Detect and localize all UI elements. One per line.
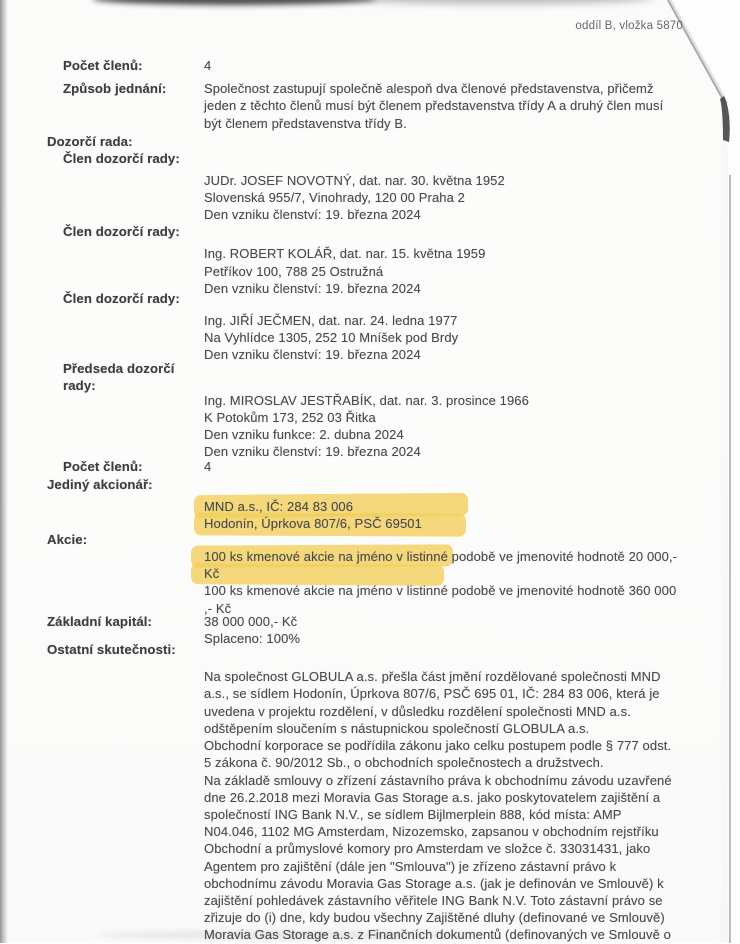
value-line: 4: [204, 58, 212, 73]
field-label: Počet členů:: [63, 58, 143, 73]
section-heading: Dozorčí rada:: [47, 133, 133, 149]
value-line: Moravia Gas Storage a.s. z Finančních dokumentů (definovaných ve Smlouvě o: [204, 927, 671, 943]
value-line: K Potokům 173, 252 03 Řitka: [204, 409, 376, 425]
field-label: Způsob jednání:: [63, 81, 167, 97]
field-value: [204, 223, 686, 297]
field-value: [204, 360, 686, 461]
value-line-highlighted: MND a.s., IČ: 284 83 006: [204, 498, 686, 515]
value-line: 100 ks kmenové akcie na jméno v listinné podobě ve jmenovité hodnotě 360 000: [204, 583, 677, 599]
field-value: [204, 57, 686, 74]
field-value: [204, 641, 686, 943]
value-line: Ing. ROBERT KOLÁŘ, dat. nar. 15. května 1959: [204, 246, 486, 262]
field-label: Akcie:: [47, 532, 88, 548]
field-board-member-1: [0, 150, 728, 224]
value-line: ,- Kč: [204, 600, 232, 616]
field-member-count: [0, 57, 728, 74]
value-line: uvedena v projektu rozdělení, v důsledku rozdělení společnosti MND a.s.: [204, 703, 631, 719]
field-sole-shareholder: [0, 476, 728, 532]
value-line: Obchodní korporace se podřídila zákonu jako celku postupem podle § 777 odst.: [204, 738, 672, 754]
field-label: Počet členů:: [63, 459, 143, 475]
value-line-highlighted: Kč: [204, 565, 686, 582]
value-line: N04.046, 1102 MG Amsterdam, Nizozemsko, zapsanou v obchodním rejstříku: [204, 824, 659, 840]
value-line: Den vzniku členství: 19. března 2024: [204, 347, 421, 363]
field-other-facts: [0, 641, 728, 943]
value-line: Petříkov 100, 788 25 Ostružná: [204, 263, 384, 279]
value-line: Den vzniku členství: 19. března 2024: [204, 444, 421, 460]
document-body: [0, 44, 728, 944]
scan-artifact: [92, 0, 377, 5]
field-board-member-3: [0, 290, 728, 364]
field-signing-method: [0, 80, 728, 132]
field-value: [204, 531, 686, 617]
field-value: [204, 458, 686, 475]
field-value: [204, 150, 686, 224]
field-label: Předseda dozorčí rady:: [63, 360, 175, 393]
field-shares: [0, 531, 728, 617]
field-board-member-2: [0, 223, 728, 297]
value-line: zřizuje do (i) dne, kdy budou všechny Zajištěné dluhy (definované ve Smlouvě): [204, 910, 665, 926]
field-label: Ostatní skutečnosti:: [47, 642, 176, 658]
field-value: [204, 290, 686, 364]
value-line: jeden z těchto členů musí být členem představenstva třídy A a druhý člen musí: [204, 98, 664, 114]
value-line: Agentem pro zajištění (dále jen "Smlouva") je zřízeno zástavní právo k: [204, 858, 617, 874]
value-line: Obchodní a průmyslové komory pro Amsterdam ve složce č. 33031431, jako: [204, 841, 651, 857]
value-line: Společnost zastupují společně alespoň dva členové představenstva, přičemž: [204, 81, 654, 97]
field-label: Člen dozorčí rady:: [63, 291, 180, 307]
value-line: Na základě smlouvy o zřízení zástavního práva k obchodnímu závodu uzavřené: [204, 772, 672, 788]
value-line: 38 000 000,- Kč: [204, 613, 298, 629]
value-line: Ing. MIROSLAV JESTŘABÍK, dat. nar. 3. prosince 1966: [204, 392, 529, 408]
value-line: Den vzniku členství: 19. března 2024: [204, 207, 421, 223]
value-line: Ing. JIŘÍ JEČMEN, dat. nar. 24. ledna 1977: [204, 313, 458, 329]
value-line: být členem představenstva třídy B.: [204, 115, 407, 131]
registry-reference: oddíl B, vložka 5870: [575, 20, 683, 32]
value-line: JUDr. JOSEF NOVOTNÝ, dat. nar. 30. května 1952: [204, 172, 505, 188]
value-line: 4: [204, 459, 212, 475]
field-label: Základní kapitál:: [47, 613, 153, 629]
value-line: odštěpením sloučením s nástupnickou společností GLOBULA a.s.: [204, 720, 590, 736]
value-line: Na společnost GLOBULA a.s. přešla část jmění rozdělované společnosti MND: [204, 669, 661, 685]
value-line: a.s., se sídlem Hodonín, Úprkova 807/6, PSČ 695 01, IČ: 284 83 006, která je: [204, 686, 660, 702]
section-supervisory-board: [0, 133, 728, 150]
value-line: Slovenská 955/7, Vinohrady, 120 00 Praha 2: [204, 190, 466, 206]
value-line: Na Vyhlídce 1305, 252 10 Mníšek pod Brdy: [204, 330, 459, 346]
field-label: Člen dozorčí rady:: [63, 150, 180, 166]
field-value: [204, 476, 686, 532]
value-line: obchodnímu závodu Moravia Gas Storage a.s. (jak je definován ve Smlouvě) k: [204, 875, 664, 891]
field-board-chairman: [0, 360, 728, 461]
scan-artifact: [345, 0, 655, 4]
value-line: společností ING Bank N.V., se sídlem Bijlmerplein 888, kód místa: AMP: [204, 806, 622, 822]
field-label: Člen dozorčí rady:: [63, 224, 180, 240]
value-line: dne 26.2.2018 mezi Moravia Gas Storage a.s. jako poskytovatelem zajištění a: [204, 789, 661, 805]
value-line-highlighted: Hodonín, Úprkova 807/6, PSČ 69501: [204, 515, 686, 532]
field-value: [204, 80, 686, 132]
value-line: Den vzniku členství: 19. března 2024: [204, 280, 421, 296]
field-member-count-2: [0, 458, 728, 475]
value-line: 5 zákona č. 90/2012 Sb., o obchodních společnostech a družstvech.: [204, 755, 604, 771]
value-line-highlighted: 100 ks kmenové akcie na jméno v listinné podobě ve jmenovité hodnotě 20 000,-: [204, 548, 686, 565]
value-line: Splaceno: 100%: [204, 631, 301, 647]
value-line: zajištění pohledávek zástavního věřitele ING Bank N.V. Toto zástavní právo se: [204, 892, 663, 908]
value-line: Den vzniku funkce: 2. dubna 2024: [204, 427, 404, 443]
field-label: Jediný akcionář:: [47, 476, 153, 492]
